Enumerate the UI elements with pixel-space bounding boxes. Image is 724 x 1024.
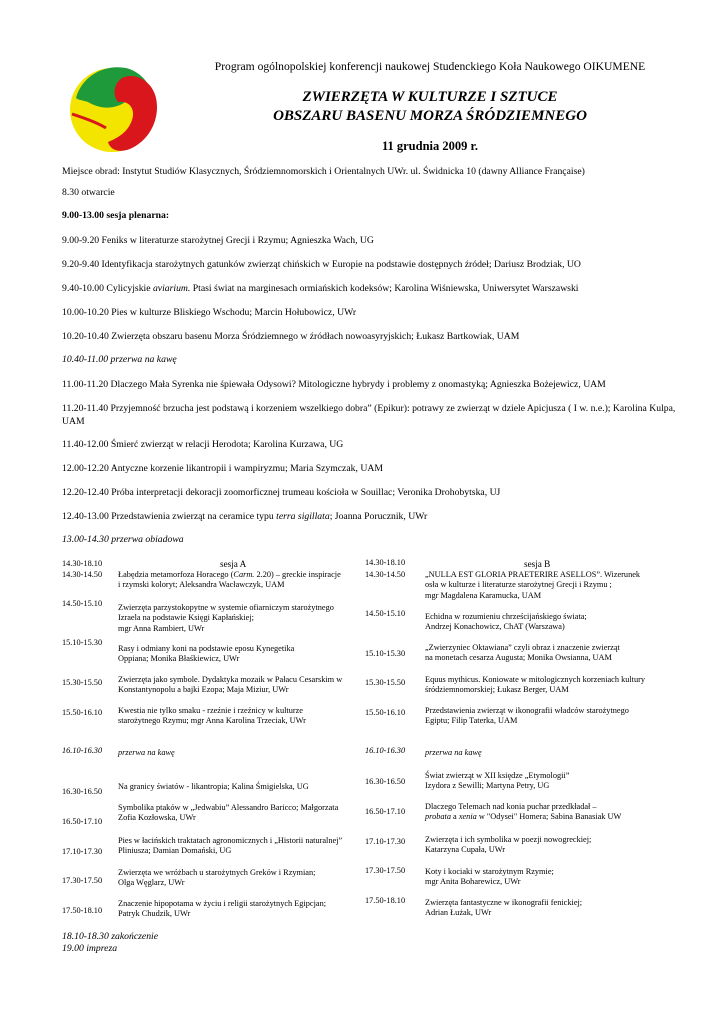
program-line: Program ogólnopolskiej konferencji naukowej Studenckiego Koła Naukowego OIKUMENE xyxy=(214,60,646,73)
session-talk: „Zwierzyniec Oktawiana” czyli obraz i znaczenie zwierząt na monetach cesarza Augusta; Monika Owsianna, UAM xyxy=(425,643,620,663)
session-time: 14.50-15.10 xyxy=(62,599,103,608)
session-time: 16.10-16.30 xyxy=(62,746,103,755)
closing-line: 18.10-18.30 zakończenie xyxy=(62,931,159,942)
session-time: 15.30-15.50 xyxy=(62,678,103,687)
session-time: 16.50-17.10 xyxy=(365,807,406,816)
plenary-item: 12.20-12.40 Próba interpretacji dekoracji zoomorficznej trumeau kościoła w Souillac; Veronika Drohobytska, UJ xyxy=(62,487,501,498)
opening-line: 8.30 otwarcie xyxy=(62,187,115,198)
session-talk: Znaczenie hipopotama w życiu i religii starożytnych Egipcjan; Patryk Chudzik, UWr xyxy=(118,899,327,919)
plenary-item: 9.00-9.20 Feniks w literaturze starożytnej Grecji i Rzymu; Agnieszka Wach, UG xyxy=(62,235,374,246)
session-talk: Rasy i odmiany koni na podstawie eposu Kynegetika Oppiana; Monika Błaśkiewicz, UWr xyxy=(118,644,295,664)
session-time: 15.10-15.30 xyxy=(365,649,406,658)
session-time: 16.30-16.50 xyxy=(62,787,103,796)
session-time: 14.30-14.50 xyxy=(62,570,103,579)
session-talk: Kwestia nie tylko smaku - rzeźnie i rzeźnicy w kulturze starożytnego Rzymu; mgr Anna Karolina Trzeciak, UWr xyxy=(118,706,306,726)
session-talk: Na granicy światów - likantropia; Kalina Śmigielska, UG xyxy=(118,782,309,791)
session-a-title: sesja A xyxy=(220,559,247,569)
session-talk: „NULLA EST GLORIA PRAETERIRE ASELLOS”. Wizerunek osła w kulturze i literaturze starożytnej Grecji i Rzymu ; mgr Magdalena Karamucka, UAM xyxy=(425,570,641,600)
session-time: 15.50-16.10 xyxy=(62,708,103,717)
plenary-item: 11.20-11.40 Przyjemność brzucha jest podstawą i korzeniem wszelkiego dobra” (Epikur): potrawy ze zwierząt w dziele Apicjusza ( I w. n.e.); Karolina Kulpa, UAM xyxy=(62,403,676,427)
session-time: 17.10-17.30 xyxy=(62,847,103,856)
session-time: 17.10-17.30 xyxy=(365,837,406,846)
session-time: 16.30-16.50 xyxy=(365,777,406,786)
session-talk: Symbolika ptaków w „Jedwabiu” Alessandro Baricco; Małgorzata Zofia Kozłowska, UWr xyxy=(118,803,339,823)
session-time: 15.30-15.50 xyxy=(365,678,406,687)
session-time: 15.50-16.10 xyxy=(365,708,406,717)
plenary-item: 12.00-12.20 Antyczne korzenie likantropii i wampiryzmu; Maria Szymczak, UAM xyxy=(62,463,383,474)
session-talk: Przedstawienia zwierząt w ikonografii władców starożytnego Egiptu; Filip Taterka, UAM xyxy=(425,706,629,726)
session-time: 17.50-18.10 xyxy=(62,906,103,915)
session-talk: Equus mythicus. Koniowate w mitologicznych korzeniach kultury śródziemnomorskiej; Łukasz Berger, UAM xyxy=(425,675,646,695)
session-talk: Łabędzia metamorfoza Horacego (Carm. 2.20) – greckie inspiracje i rzymski koloryt; Aleksandra Wacławczyk, UAM xyxy=(118,570,341,590)
coffee-break: przerwa na kawę xyxy=(118,748,175,757)
title-line-1: ZWIERZĘTA W KULTURZE I SZTUCE xyxy=(302,89,558,105)
coffee-break: 10.40-11.00 przerwa na kawę xyxy=(62,354,177,365)
session-time: 16.50-17.10 xyxy=(62,817,103,826)
session-talk: Koty i kociaki w starożytnym Rzymie; mgr Anita Boharewicz, UWr xyxy=(425,867,554,887)
conference-date: 11 grudnia 2009 r. xyxy=(381,139,479,153)
session-talk: Zwierzęta jako symbole. Dydaktyka mozaik w Pałacu Cesarskim w Konstantynopolu a bajki Ezopa; Maja Miziur, UWr xyxy=(118,675,343,695)
plenary-item: 9.20-9.40 Identyfikacja starożytnych gatunków zwierząt chińskich w Europie na podstawie dostępnych źródeł; Dariusz Brodziak, UO xyxy=(62,259,581,270)
lunch-break: 13.00-14.30 przerwa obiadowa xyxy=(62,534,184,545)
session-time: 17.30-17.50 xyxy=(62,876,103,885)
plenary-item: 12.40-13.00 Przedstawienia zwierząt na ceramice typu terra sigillata; Joanna Porucznik, UWr xyxy=(62,511,428,522)
session-time: 14.30-14.50 xyxy=(365,570,406,579)
session-b-title: sesja B xyxy=(524,559,551,569)
session-talk: Dlaczego Telemach nad konia puchar przedkładał – probata a xenia w "Odysei" Homera; Sabina Banasiak UW xyxy=(425,802,622,822)
session-time: 17.50-18.10 xyxy=(365,896,406,905)
plenary-item: 10.00-10.20 Pies w kulturze Bliskiego Wschodu; Marcin Hołubowicz, UWr xyxy=(62,307,357,318)
party-line: 19.00 impreza xyxy=(62,943,118,954)
plenary-item: 9.40-10.00 Cylicyjskie aviarium. Ptasi świat na marginesach ormiańskich kodeksów; Karolina Wiśniewska, Uniwersytet Warszawski xyxy=(62,283,579,294)
session-talk: Świat zwierząt w XII księdze „Etymologii” Izydora z Sewilli; Martyna Petry, UG xyxy=(425,771,570,791)
plenary-item: 11.40-12.00 Śmierć zwierząt w relacji Herodota; Karolina Kurzawa, UG xyxy=(62,439,344,450)
session-time: 16.10-16.30 xyxy=(365,746,406,755)
session-b-range: 14.30-18.10 xyxy=(365,558,406,567)
oikumene-logo xyxy=(62,58,162,158)
session-time: 17.30-17.50 xyxy=(365,866,406,875)
session-talk: Zwierzęta parzystokopytne w systemie ofiarniczym starożytnego Izraela na podstawie Księgi Kapłańskiej; mgr Anna Rambiert, UWr xyxy=(118,603,334,633)
coffee-break: przerwa na kawę xyxy=(425,748,482,757)
session-time: 15.10-15.30 xyxy=(62,638,103,647)
session-talk: Zwierzęta i ich symbolika w poezji nowogreckiej; Katarzyna Cupała, UWr xyxy=(425,835,592,855)
session-a-range: 14.30-18.10 xyxy=(62,559,103,568)
session-talk: Zwierzęta we wróżbach u starożytnych Greków i Rzymian; Olga Węglarz, UWr xyxy=(118,868,316,888)
title-line-2: OBSZARU BASENU MORZA ŚRÓDZIEMNEGO xyxy=(273,108,587,124)
plenary-heading: 9.00-13.00 sesja plenarna: xyxy=(62,210,170,221)
plenary-item: 11.00-11.20 Dlaczego Mała Syrenka nie śpiewała Odysowi? Mitologiczne hybrydy i problemy z onomastyką; Agnieszka Bożejewicz, UAM xyxy=(62,379,606,390)
venue-line: Miejsce obrad: Instytut Studiów Klasycznych, Śródziemnomorskich i Orientalnych UWr. ul. Świdnicka 10 (dawny Alliance Française) xyxy=(62,166,585,177)
session-talk: Echidna w rozumieniu chrześcijańskiego świata; Andrzej Konachowicz, ChAT (Warszawa) xyxy=(425,612,587,632)
session-time: 14.50-15.10 xyxy=(365,609,406,618)
session-talk: Zwierzęta fantastyczne w ikonografii fenickiej; Adrian Łużak, UWr xyxy=(425,898,583,918)
plenary-item: 10.20-10.40 Zwierzęta obszaru basenu Morza Śródziemnego w źródłach nowoasyryjskich; Łukasz Bartkowiak, UAM xyxy=(62,331,520,342)
session-talk: Pies w łacińskich traktatach agronomicznych i „Historii naturalnej” Pliniusza; Damian Domański, UG xyxy=(118,836,343,856)
